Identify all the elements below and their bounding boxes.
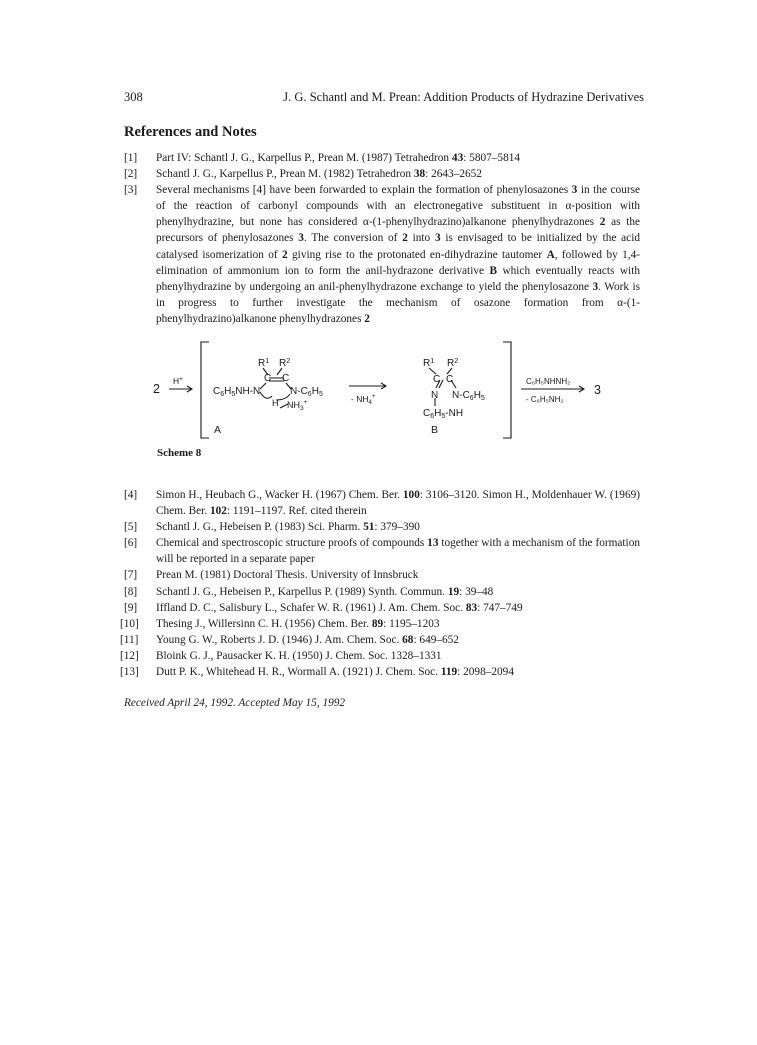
reference-item xyxy=(124,487,640,519)
reference-number: [9] xyxy=(124,601,138,614)
reference-item xyxy=(120,616,640,632)
note-3-text: Several mechanisms [4] have been forwarded to explain the formation of phenylosazones 3 in the course of the reaction of carbonyl compounds with an electronegative substituent in α-position with phenylhydrazine, but none has considered α-(1-phenylhydrazino)alkanone phenylhydrazones 2 as the precursors of phenylosazones 3. The conversion of 2 into 3 is envisaged to be initialized by the acid catalysed isomerization of 2 giving rise to the protonated en-dihydrazine tautomer A, followed by 1,4-elimination of ammonium ion to form the anil-hydrazone derivative B which eventually reacts with phenylhydrazine by undergoing an anil-phenylhydrazone exchange to yield the phenylosazone 3. Work is in progress to further investigate the mechanism of osazone formation from α-(1-phenylhydrazino)alkanone phenylhydrazones 2 xyxy=(156,184,641,325)
reference-text: Iffland D. C., Salisbury L., Schafer W. R. (1961) J. Am. Chem. Soc. 83: 747–749 xyxy=(156,601,523,614)
scheme-caption: Scheme 8 xyxy=(157,447,202,459)
carbon-label: C xyxy=(264,373,272,384)
reference-item xyxy=(124,166,640,182)
running-title: J. G. Schantl and M. Prean: Addition Products of Hydrazine Derivatives xyxy=(283,90,644,104)
reference-item xyxy=(120,664,640,680)
reference-number: [1] xyxy=(124,152,138,164)
substituent-label: $R^2$ xyxy=(447,358,459,369)
reference-item xyxy=(124,519,640,535)
reference-text: Chemical and spectroscopic structure proofs of compounds 13 together with a mechanism of the formation will be reported in a separate paper xyxy=(156,537,640,566)
reference-item xyxy=(124,150,640,166)
structure-b-hydrazine: $C_6H_5-NH$ xyxy=(423,408,464,420)
reference-text: Part IV: Schantl J. G., Karpellus P., Prean M. (1987) Tetrahedron 43: 5807–5814 xyxy=(156,152,521,164)
acid-label: H+ xyxy=(173,376,183,386)
intermediate-b-label: B xyxy=(431,424,439,436)
reaction-scheme xyxy=(0,340,757,455)
h-label: H xyxy=(272,398,279,408)
reference-item xyxy=(124,600,640,616)
reference-item xyxy=(120,632,640,648)
imine-nitrogen-label: N xyxy=(431,390,439,401)
right-bracket xyxy=(503,342,511,438)
structure-b-anil: $N-C_6H_5$ xyxy=(452,390,485,402)
reference-item xyxy=(124,584,640,600)
reaction-scheme-drawing xyxy=(0,340,757,455)
reference-text: Schantl J. G., Karpellus P., Prean M. (1982) Tetrahedron 38: 2643–2652 xyxy=(156,168,482,181)
carbon-label: C xyxy=(446,374,454,385)
reference-text: Thesing J., Willersinn C. H. (1956) Chem. Ber. 89: 1195–1203 xyxy=(156,617,440,630)
ammonium-label: $NH_3^+$ xyxy=(287,399,308,412)
reference-text: Dutt P. K., Whitehead H. R., Wormall A. (1921) J. Chem. Soc. 119: 2098–2094 xyxy=(156,666,514,679)
received-dates: Received April 24, 1992. Accepted May 15, 1992 xyxy=(124,697,346,709)
substituent-label: $R^1$ xyxy=(258,358,270,369)
reference-number: [10] xyxy=(120,617,139,630)
carbon-label: C xyxy=(282,373,290,384)
reference-text: Young G. W., Roberts J. D. (1946) J. Am. Chem. Soc. 68: 649–652 xyxy=(156,633,459,646)
reference-number: [5] xyxy=(124,521,138,534)
substituent-label: $R^2$ xyxy=(279,358,291,369)
reagent-label: C₆H₅NHNH₂ xyxy=(526,377,571,386)
reference-list xyxy=(124,150,640,327)
reference-number: [2] xyxy=(124,168,138,181)
reference-item xyxy=(124,535,640,567)
reference-text: Schantl J. G., Hebeisen P., Karpellus P. (1989) Synth. Commun. 19: 39–48 xyxy=(156,585,494,598)
intermediate-a-label: A xyxy=(214,424,222,436)
leaving-group-label: - $NH_4^+$ xyxy=(351,394,376,406)
structure-a-phenylamino: $N-C_6H_5$ xyxy=(290,386,323,398)
reference-list xyxy=(120,487,641,680)
reference-text: Simon H., Heubach G., Wacker H. (1967) Chem. Ber. 100: 3106–3120. Simon H., Moldenhauer W. (1969) Chem. Ber. 102: 1191–1197. Ref. cited therein xyxy=(156,489,641,518)
reference-number: [3] xyxy=(124,184,138,197)
byproduct-label: - C₆H₅NH₂ xyxy=(526,395,564,404)
reference-number: [6] xyxy=(124,537,138,550)
carbon-label: C xyxy=(433,374,441,385)
reference-number: [7] xyxy=(124,569,138,582)
reference-item xyxy=(124,567,640,583)
reference-text: Schantl J. G., Hebeisen P. (1983) Sci. Pharm. 51: 379–390 xyxy=(156,521,420,534)
reference-text: Bloink G. J., Pausacker K. H. (1950) J. Chem. Soc. 1328–1331 xyxy=(156,649,442,662)
reference-item xyxy=(120,648,640,664)
reactant-label: 2 xyxy=(153,382,160,396)
reference-number: [13] xyxy=(120,666,139,679)
reference-number: [8] xyxy=(124,585,138,598)
page-number: 308 xyxy=(124,90,143,104)
substituent-label: $R^1$ xyxy=(423,358,435,369)
reference-number: [11] xyxy=(120,633,139,646)
reference-number: [12] xyxy=(120,649,139,662)
section-heading: References and Notes xyxy=(124,124,257,140)
product-label: 3 xyxy=(594,383,601,397)
reference-number: [4] xyxy=(124,489,138,501)
left-bracket xyxy=(201,342,209,438)
reference-text: Prean M. (1981) Doctoral Thesis. University of Innsbruck xyxy=(156,569,419,582)
structure-a-hydrazine: $C_6H_5NH-N$ xyxy=(213,386,261,398)
reference-item-note-3 xyxy=(124,182,640,327)
